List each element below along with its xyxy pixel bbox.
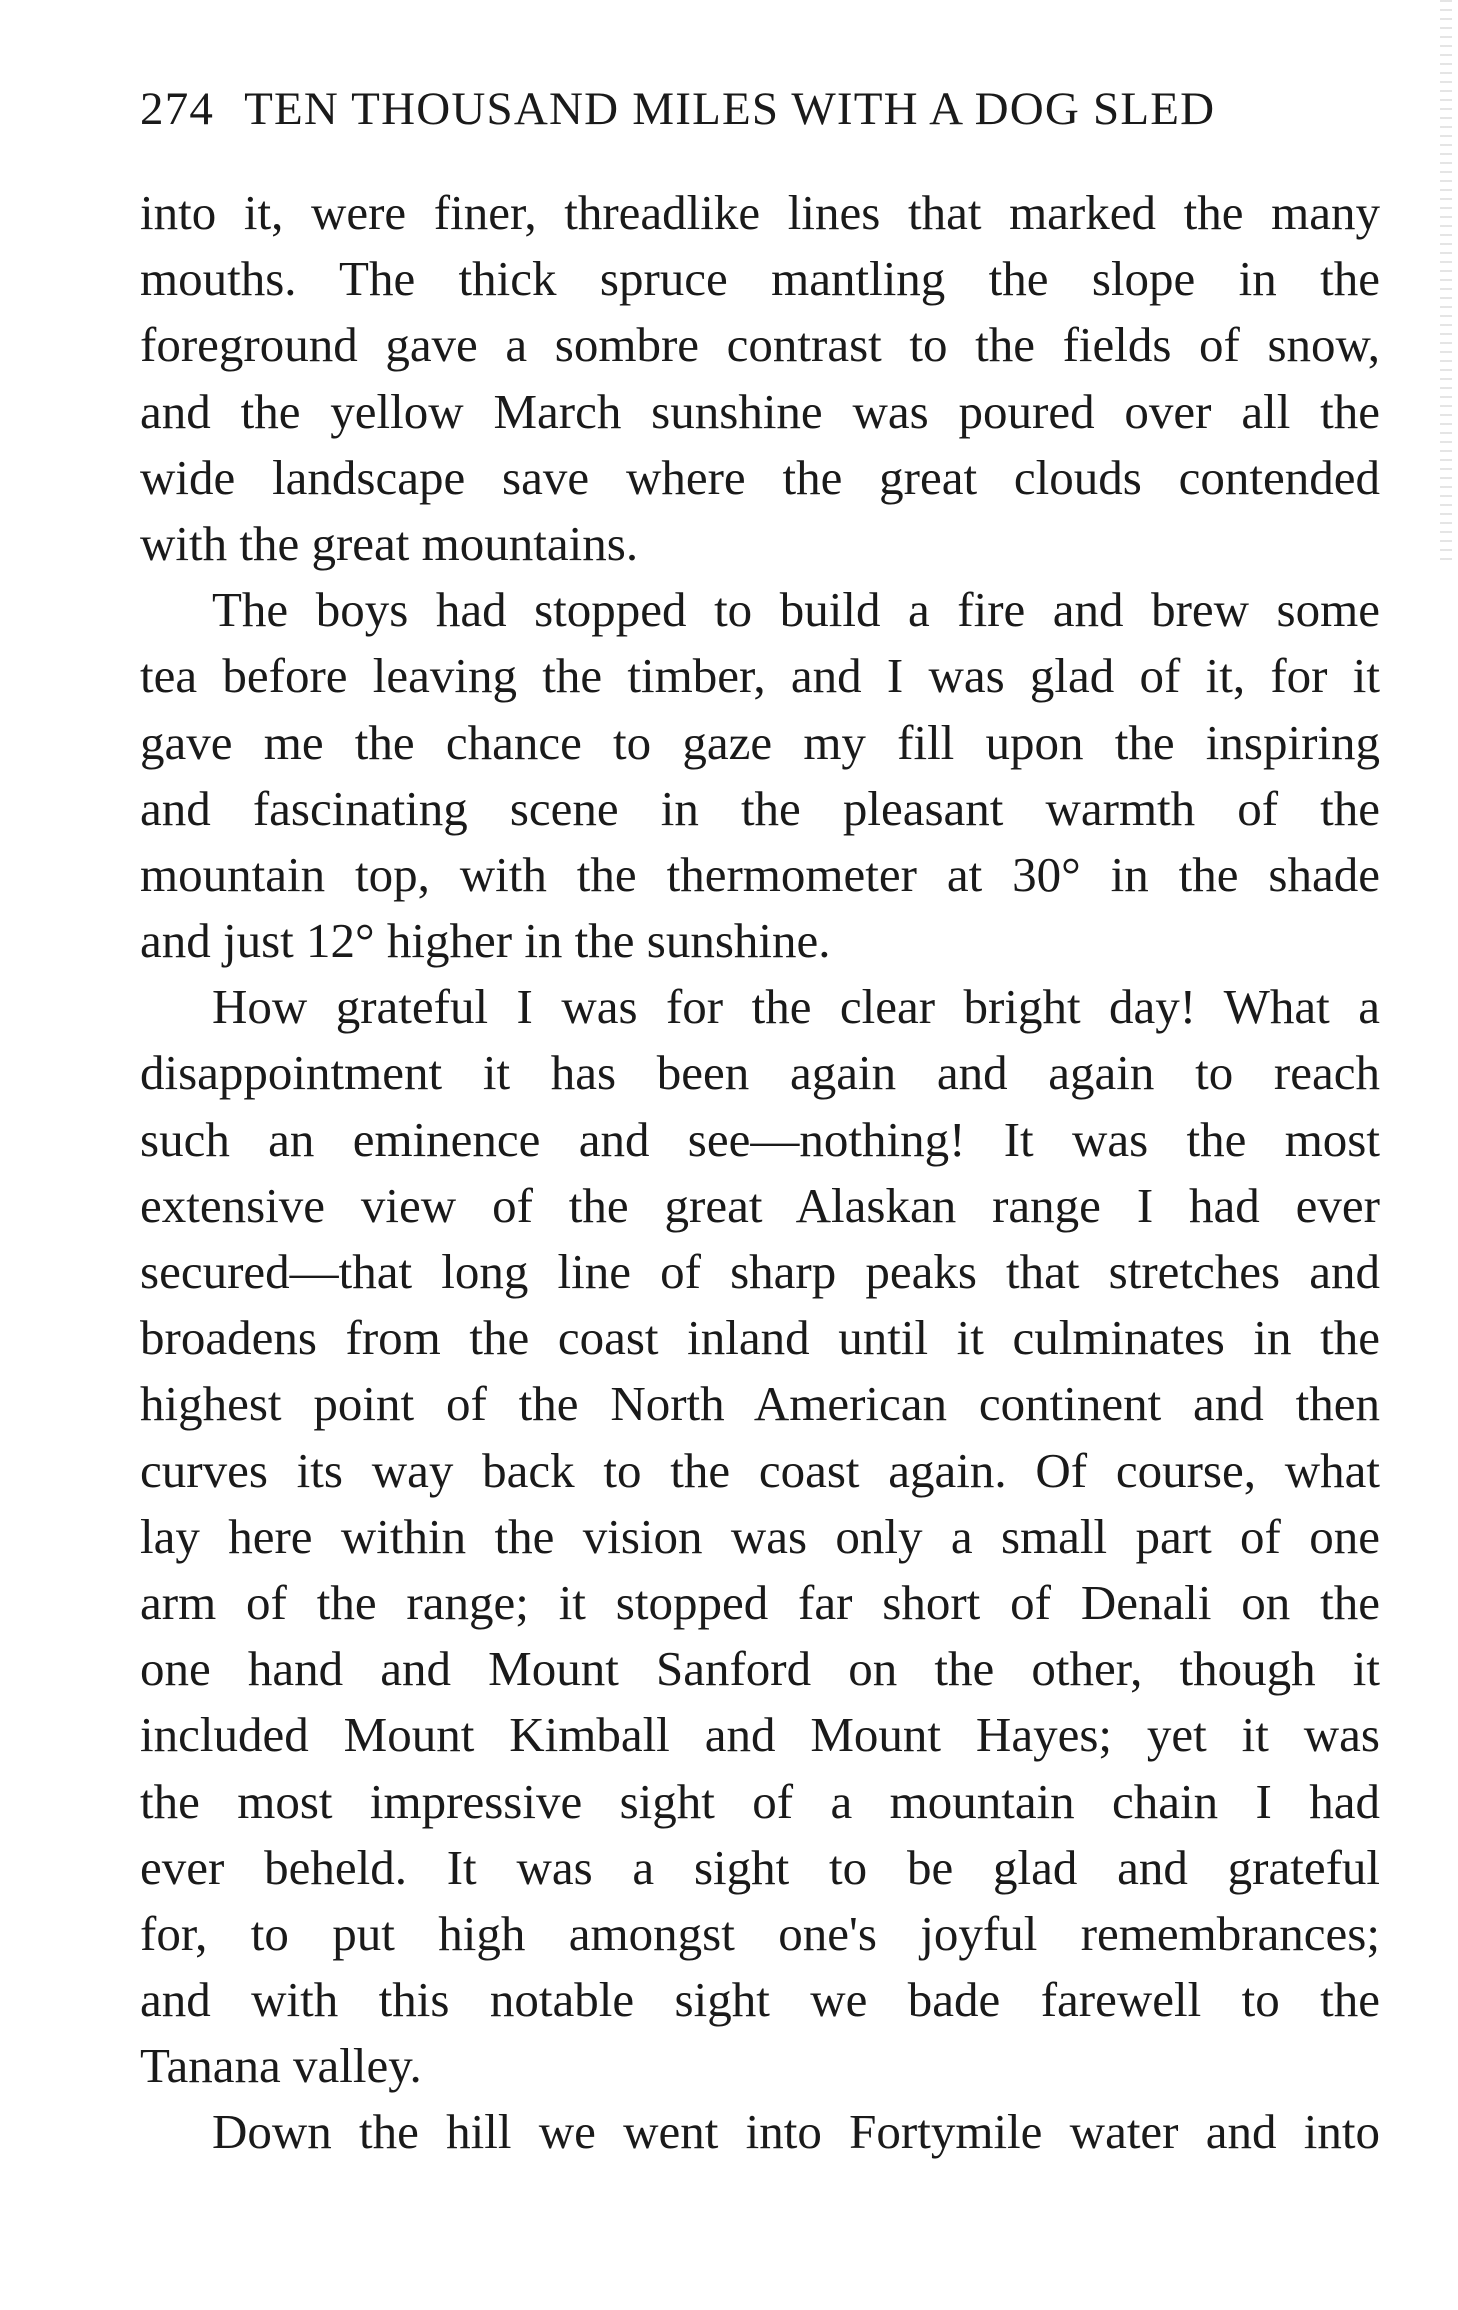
text-line: tea before leaving the timber, and I was glad of it, for it (140, 648, 1380, 704)
page-header (140, 82, 1380, 152)
text-line: foreground gave a sombre contrast to the fields of snow, (140, 317, 1380, 373)
page-number: 274 (140, 83, 215, 135)
text-line: the most impressive sight of a mountain chain I had (140, 1773, 1380, 1829)
text-line: wide landscape save where the great clouds contended (140, 449, 1380, 505)
text-line: arm of the range; it stopped far short of Denali on the (140, 1574, 1380, 1630)
text-line: and the yellow March sunshine was poured over all the (140, 383, 1380, 439)
text-line: lay here within the vision was only a small part of one (140, 1508, 1380, 1564)
text-line: How grateful I was for the clear bright day! What a (212, 979, 1380, 1035)
text-line: mountain top, with the thermometer at 30° in the shade (140, 846, 1380, 902)
text-line: disappointment it has been again and again to reach (140, 1045, 1380, 1101)
text-line: and with this notable sight we bade farewell to the (140, 1972, 1380, 2028)
text-line: for, to put high amongst one's joyful remembrances; (140, 1905, 1380, 1961)
text-line: included Mount Kimball and Mount Hayes; yet it was (140, 1707, 1380, 1763)
text-line: and just 12° higher in the sunshine. (140, 913, 831, 969)
text-line: mouths. The thick spruce mantling the slope in the (140, 251, 1380, 307)
text-line: The boys had stopped to build a fire and brew some (212, 582, 1380, 638)
text-line: ever beheld. It was a sight to be glad and grateful (140, 1839, 1380, 1895)
running-head: TEN THOUSAND MILES WITH A DOG SLED (244, 83, 1216, 135)
text-line: and fascinating scene in the pleasant warmth of the (140, 780, 1380, 836)
text-line: broadens from the coast inland until it culminates in the (140, 1310, 1380, 1366)
text-line: with the great mountains. (140, 515, 639, 571)
text-line: extensive view of the great Alaskan range I had ever (140, 1177, 1380, 1233)
scan-edge-artifact (1440, 0, 1452, 560)
text-line: one hand and Mount Sanford on the other, though it (140, 1641, 1380, 1697)
text-line: Down the hill we went into Fortymile water and into (212, 2104, 1380, 2160)
text-line: gave me the chance to gaze my fill upon the inspiring (140, 714, 1380, 770)
text-line: curves its way back to the coast again. Of course, what (140, 1442, 1380, 1498)
text-line: highest point of the North American continent and then (140, 1376, 1380, 1432)
text-line: into it, were finer, threadlike lines that marked the many (140, 185, 1380, 240)
body-text (140, 180, 1380, 2166)
text-line: Tanana valley. (140, 2038, 422, 2094)
text-line: such an eminence and see—nothing! It was the most (140, 1111, 1380, 1167)
text-line: secured—that long line of sharp peaks that stretches and (140, 1244, 1380, 1299)
